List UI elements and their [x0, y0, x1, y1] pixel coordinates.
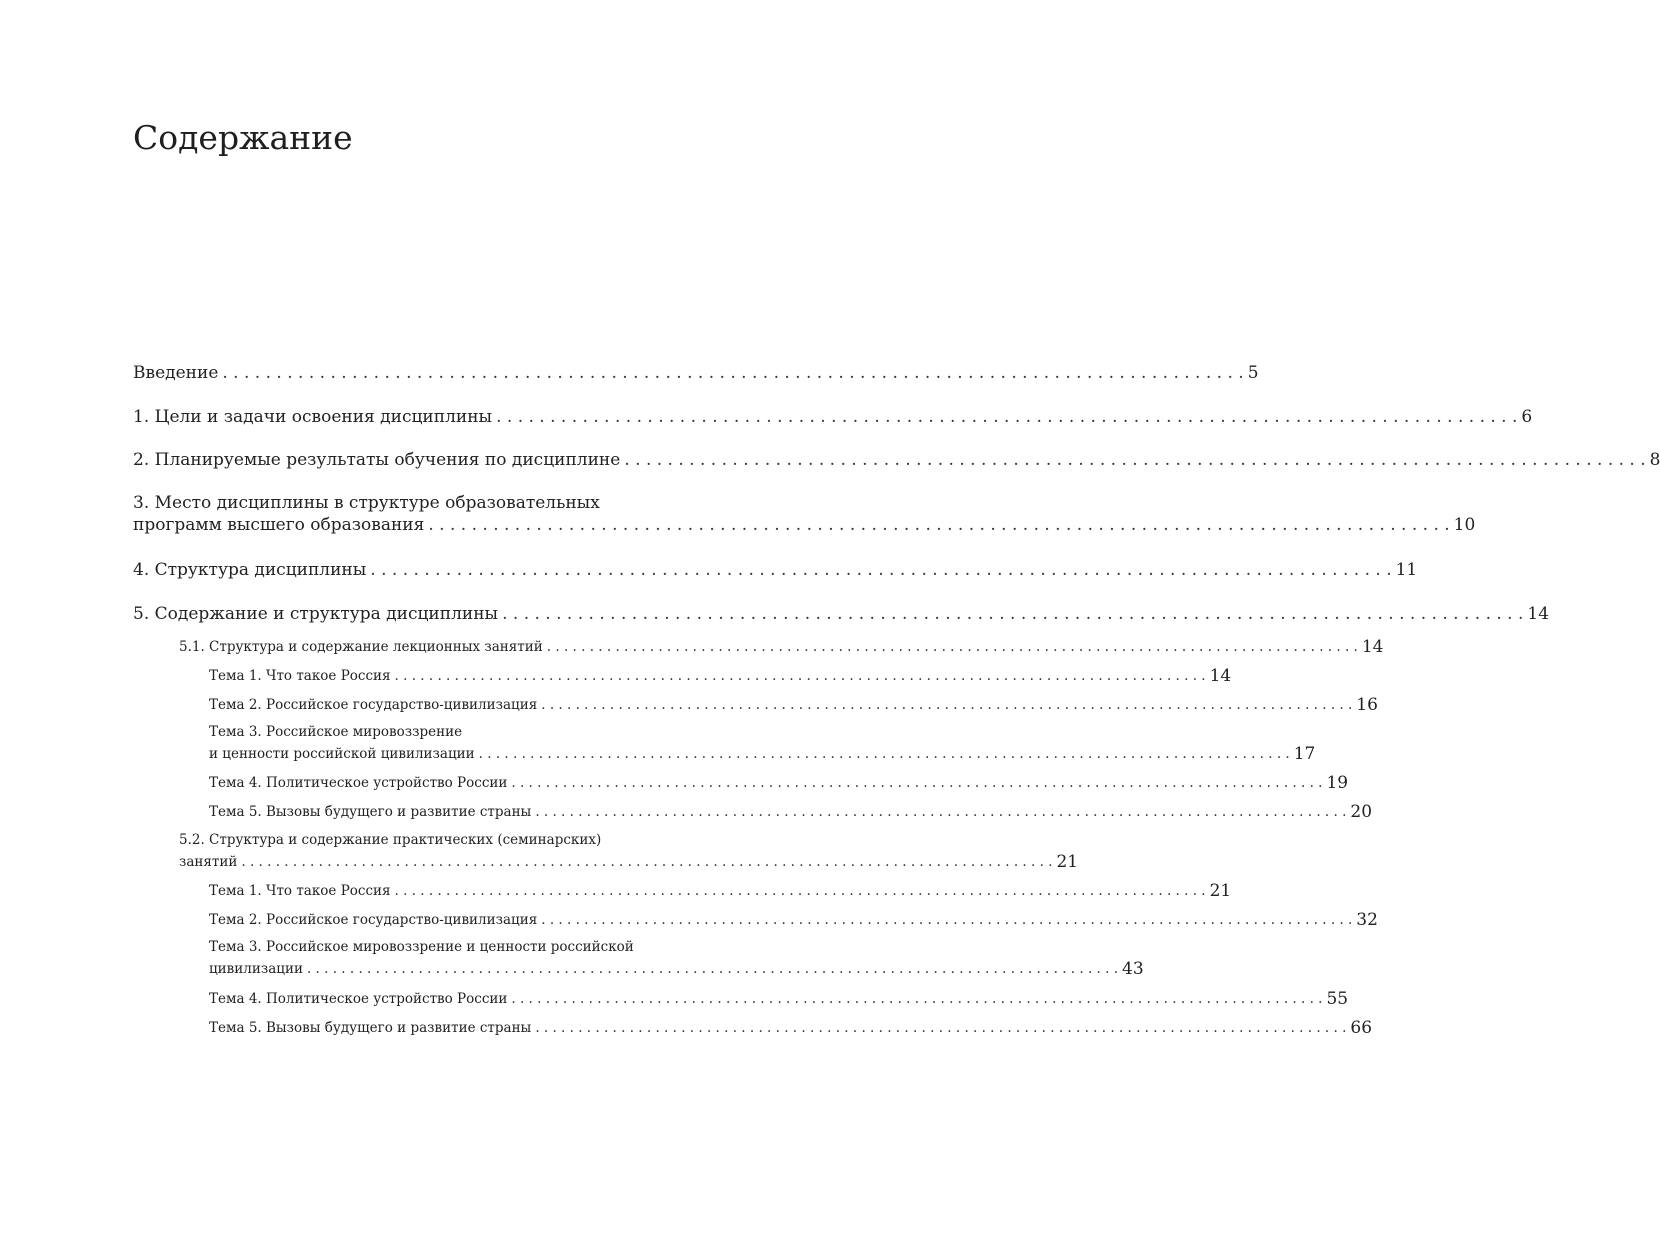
- dot-leader: . . . . . . . . . . . . . . . . . . . . . . . . . . . . . . . . . . . . . . . . . . . . . . . . . . . . . . . . . . . . . . . . . . . . . . . . . . . . . . . . . . . . . . . . . . . . . . .: [394, 883, 1206, 899]
- dot-leader: . . . . . . . . . . . . . . . . . . . . . . . . . . . . . . . . . . . . . . . . . . . . . . . . . . . . . . . . . . . . . . . . . . . . . . . . . . . . . . . . . . . . . . . . . . . . . . .: [535, 1020, 1347, 1036]
- toc-entry-title: 5. Содержание и структура дисциплины: [133, 604, 499, 624]
- toc-entry-seminar-topic-3[interactable]: [209, 936, 1144, 980]
- toc-entry-title: 2. Планируемые результаты обучения по дисциплине: [133, 450, 621, 470]
- toc-entry-section-5-2[interactable]: [179, 829, 1079, 873]
- toc-entry-seminar-topic-2[interactable]: [209, 909, 1378, 931]
- toc-entry-title-line2: занятий: [179, 854, 238, 870]
- dot-leader: . . . . . . . . . . . . . . . . . . . . . . . . . . . . . . . . . . . . . . . . . . . . . . . . . . . . . . . . . . . . . . . . . . . . . . . . . . . . . . . . . . . . . . . . . . . . . . .: [394, 668, 1206, 684]
- toc-entry-title-line1: 3. Место дисциплины в структуре образовательных: [133, 493, 600, 513]
- dot-leader: . . . . . . . . . . . . . . . . . . . . . . . . . . . . . . . . . . . . . . . . . . . . . . . . . . . . . . . . . . . . . . . . . . . . . . . . . . . . . . . . . . . . . . . . . . . . . . .: [478, 746, 1290, 762]
- toc-page-number: 32: [1356, 910, 1378, 930]
- toc-page-number: 10: [1453, 515, 1476, 535]
- toc-page-number: 21: [1209, 881, 1232, 901]
- toc-page-number: 66: [1350, 1018, 1373, 1038]
- toc-entry-lecture-topic-3[interactable]: [209, 721, 1316, 765]
- toc-entry-introduction[interactable]: [133, 362, 1259, 384]
- toc-entry-lecture-topic-1[interactable]: [209, 665, 1232, 687]
- dot-leader: . . . . . . . . . . . . . . . . . . . . . . . . . . . . . . . . . . . . . . . . . . . . . . . . . . . . . . . . . . . . . . . . . . . . . . . . . . . . . . . . . . . . . . . . . . . . . . .: [496, 407, 1518, 427]
- toc-entry-seminar-topic-1[interactable]: [209, 880, 1232, 902]
- dot-leader: . . . . . . . . . . . . . . . . . . . . . . . . . . . . . . . . . . . . . . . . . . . . . . . . . . . . . . . . . . . . . . . . . . . . . . . . . . . . . . . . . . . . . . . . . . . . . . .: [241, 854, 1053, 870]
- dot-leader: . . . . . . . . . . . . . . . . . . . . . . . . . . . . . . . . . . . . . . . . . . . . . . . . . . . . . . . . . . . . . . . . . . . . . . . . . . . . . . . . . . . . . . . . . . . . . . .: [222, 363, 1244, 383]
- toc-entry-title-line1: 5.2. Структура и содержание практических (семинарских): [179, 832, 602, 848]
- toc-entry-title-line1: Тема 3. Российское мировоззрение: [209, 724, 463, 740]
- toc-entry-title: 5.1. Структура и содержание лекционных занятий: [179, 639, 543, 655]
- toc-entry-seminar-topic-4[interactable]: [209, 988, 1349, 1010]
- toc-entry-title-line2: программ высшего образования: [133, 515, 425, 535]
- toc-entry-title: Тема 2. Российское государство-цивилизация: [209, 912, 538, 928]
- toc-entry-lecture-topic-5[interactable]: [209, 801, 1373, 823]
- toc-entry-title: Тема 1. Что такое Россия: [209, 883, 391, 899]
- toc-page-number: 43: [1122, 959, 1144, 979]
- dot-leader: . . . . . . . . . . . . . . . . . . . . . . . . . . . . . . . . . . . . . . . . . . . . . . . . . . . . . . . . . . . . . . . . . . . . . . . . . . . . . . . . . . . . . . . . . . . . . . .: [546, 639, 1358, 655]
- toc-entry-title: Тема 5. Вызовы будущего и развитие страны: [209, 1020, 532, 1036]
- dot-leader: . . . . . . . . . . . . . . . . . . . . . . . . . . . . . . . . . . . . . . . . . . . . . . . . . . . . . . . . . . . . . . . . . . . . . . . . . . . . . . . . . . . . . . . . . . . . . . .: [624, 450, 1646, 470]
- toc-entry-title-line2: и ценности российской цивилизации: [209, 746, 475, 762]
- page-title: Содержание: [133, 118, 353, 157]
- toc-entry-title: 4. Структура дисциплины: [133, 560, 367, 580]
- dot-leader: . . . . . . . . . . . . . . . . . . . . . . . . . . . . . . . . . . . . . . . . . . . . . . . . . . . . . . . . . . . . . . . . . . . . . . . . . . . . . . . . . . . . . . . . . . . . . . .: [306, 961, 1119, 977]
- toc-entry-lecture-topic-4[interactable]: [209, 772, 1349, 794]
- toc-entry-seminar-topic-5[interactable]: [209, 1017, 1373, 1039]
- toc-entry-title: Тема 4. Политическое устройство России: [209, 775, 508, 791]
- toc-entry-section-2[interactable]: [133, 449, 1660, 471]
- toc-page-number: 14: [1361, 637, 1384, 657]
- toc-entry-section-5[interactable]: [133, 603, 1550, 625]
- dot-leader: . . . . . . . . . . . . . . . . . . . . . . . . . . . . . . . . . . . . . . . . . . . . . . . . . . . . . . . . . . . . . . . . . . . . . . . . . . . . . . . . . . . . . . . . . . . . . . .: [428, 515, 1450, 535]
- toc-page-number: 6: [1521, 407, 1533, 427]
- toc-page-number: 14: [1527, 604, 1550, 624]
- toc-page-number: 55: [1326, 989, 1349, 1009]
- toc-entry-title: Введение: [133, 363, 219, 383]
- toc-entry-title: Тема 4. Политическое устройство России: [209, 991, 508, 1007]
- toc-page-number: 16: [1356, 695, 1378, 715]
- toc-entry-title-line2: цивилизации: [209, 961, 303, 977]
- dot-leader: . . . . . . . . . . . . . . . . . . . . . . . . . . . . . . . . . . . . . . . . . . . . . . . . . . . . . . . . . . . . . . . . . . . . . . . . . . . . . . . . . . . . . . . . . . . . . . .: [502, 604, 1524, 624]
- toc-entry-section-5-1[interactable]: [179, 636, 1384, 658]
- dot-leader: . . . . . . . . . . . . . . . . . . . . . . . . . . . . . . . . . . . . . . . . . . . . . . . . . . . . . . . . . . . . . . . . . . . . . . . . . . . . . . . . . . . . . . . . . . . . . . .: [535, 804, 1347, 820]
- toc-page-number: 19: [1326, 773, 1349, 793]
- dot-leader: . . . . . . . . . . . . . . . . . . . . . . . . . . . . . . . . . . . . . . . . . . . . . . . . . . . . . . . . . . . . . . . . . . . . . . . . . . . . . . . . . . . . . . . . . . . . . . .: [370, 560, 1392, 580]
- toc-entry-section-3[interactable]: [133, 492, 1476, 536]
- toc-entry-lecture-topic-2[interactable]: [209, 694, 1378, 716]
- toc-page-number: 11: [1395, 560, 1418, 580]
- toc-page-number: 21: [1056, 852, 1079, 872]
- toc-entry-title: 1. Цели и задачи освоения дисциплины: [133, 407, 493, 427]
- toc-page-number: 17: [1293, 744, 1316, 764]
- dot-leader: . . . . . . . . . . . . . . . . . . . . . . . . . . . . . . . . . . . . . . . . . . . . . . . . . . . . . . . . . . . . . . . . . . . . . . . . . . . . . . . . . . . . . . . . . . . . . . .: [541, 912, 1353, 928]
- toc-entry-title: Тема 2. Российское государство-цивилизация: [209, 697, 538, 713]
- toc-entry-section-4[interactable]: [133, 559, 1418, 581]
- toc-page-number: 14: [1209, 666, 1232, 686]
- toc-page-number: 5: [1247, 363, 1259, 383]
- toc-entry-section-1[interactable]: [133, 406, 1533, 428]
- dot-leader: . . . . . . . . . . . . . . . . . . . . . . . . . . . . . . . . . . . . . . . . . . . . . . . . . . . . . . . . . . . . . . . . . . . . . . . . . . . . . . . . . . . . . . . . . . . . . . .: [511, 991, 1323, 1007]
- toc-page-number: 8: [1649, 450, 1660, 470]
- dot-leader: . . . . . . . . . . . . . . . . . . . . . . . . . . . . . . . . . . . . . . . . . . . . . . . . . . . . . . . . . . . . . . . . . . . . . . . . . . . . . . . . . . . . . . . . . . . . . . .: [541, 697, 1353, 713]
- toc-entry-title-line1: Тема 3. Российское мировоззрение и ценности российской: [209, 939, 634, 955]
- toc-entry-title: Тема 5. Вызовы будущего и развитие страны: [209, 804, 532, 820]
- toc-page-number: 20: [1350, 802, 1373, 822]
- toc-entry-title: Тема 1. Что такое Россия: [209, 668, 391, 684]
- dot-leader: . . . . . . . . . . . . . . . . . . . . . . . . . . . . . . . . . . . . . . . . . . . . . . . . . . . . . . . . . . . . . . . . . . . . . . . . . . . . . . . . . . . . . . . . . . . . . . .: [511, 775, 1323, 791]
